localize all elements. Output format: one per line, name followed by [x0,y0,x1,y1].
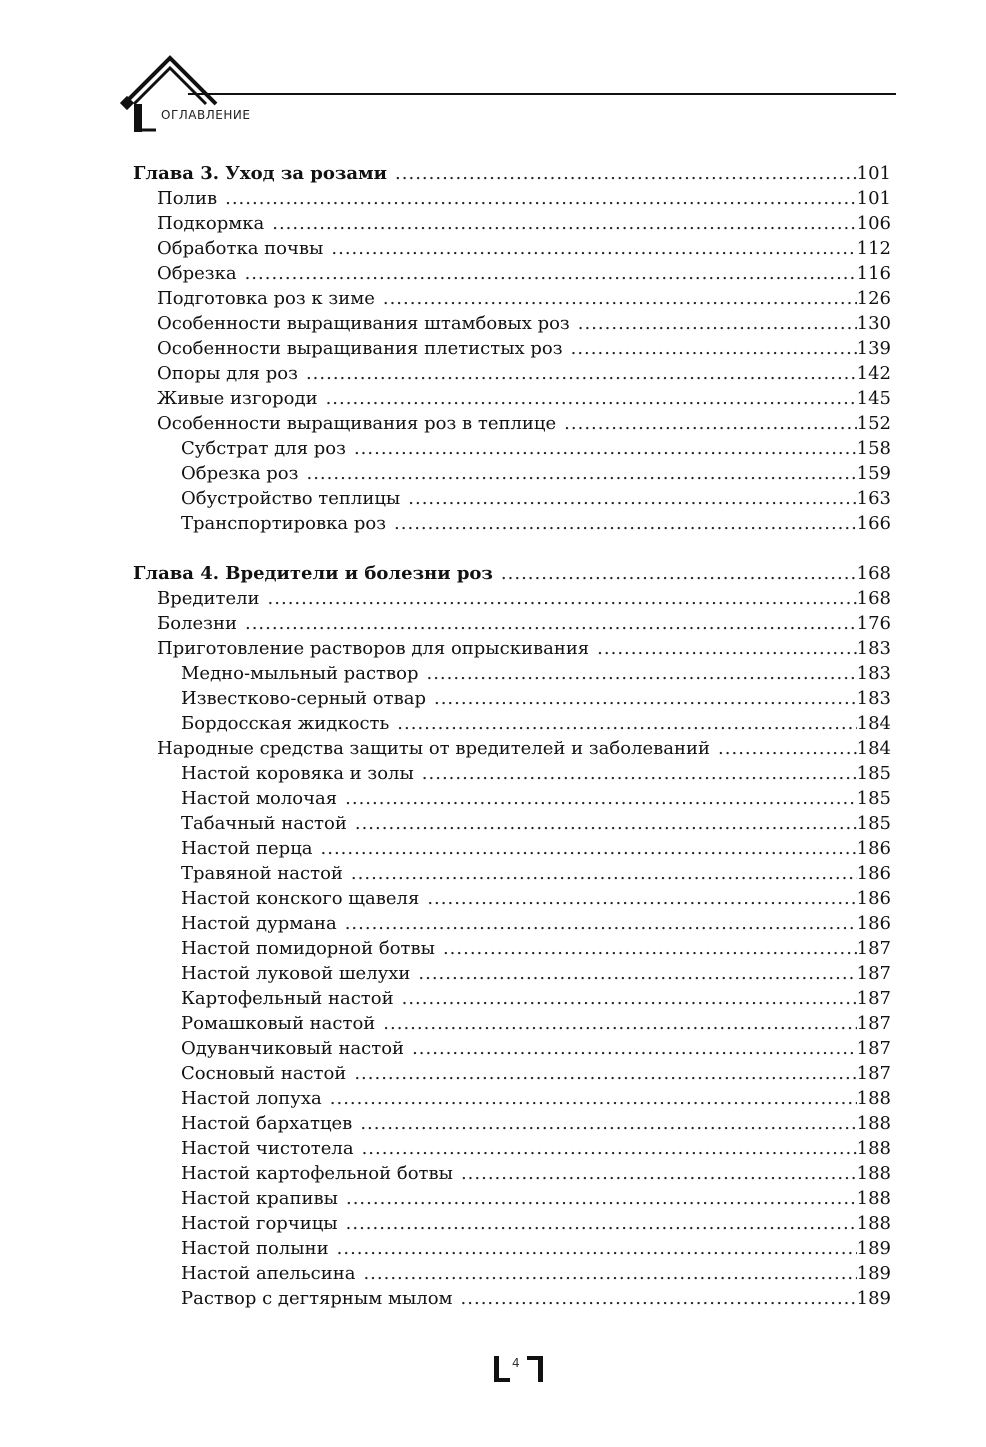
toc-dot-leader [351,861,857,886]
toc-entry-title: Глава 3. Уход за розами [133,163,388,184]
toc-entry[interactable] [0,961,986,986]
toc-entry-page: 188 [856,1163,891,1184]
toc-entry-title: Опоры для роз [157,363,298,384]
toc-entry[interactable] [0,436,986,461]
toc-entry[interactable] [0,661,986,686]
toc-dot-leader [306,361,857,386]
toc-dot-leader [571,336,857,361]
toc-entry[interactable] [0,886,986,911]
toc-entry[interactable] [0,636,986,661]
toc-entry-page: 158 [856,438,891,459]
toc-dot-leader [402,986,857,1011]
toc-entry[interactable] [0,1086,986,1111]
toc-dot-leader [395,161,857,186]
toc-dot-leader [461,1286,857,1311]
toc-section [0,561,986,1311]
toc-entry[interactable] [0,761,986,786]
toc-dot-leader [383,1011,856,1036]
toc-entry[interactable] [0,411,986,436]
toc-entry-page: 183 [856,638,891,659]
toc-entry-title: Известково-серный отвар [181,688,426,709]
toc-entry-title: Транспортировка роз [181,513,387,534]
toc-entry-title: Настой лопуха [181,1088,322,1109]
toc-entry-page: 185 [856,763,891,784]
toc-entry[interactable] [0,936,986,961]
toc-entry-title: Настой крапивы [181,1188,338,1209]
toc-entry-page: 142 [856,363,891,384]
toc-dot-leader [426,661,856,686]
toc-entry[interactable] [0,786,986,811]
toc-entry[interactable] [0,1111,986,1136]
toc-dot-leader [363,1261,856,1286]
toc-entry[interactable] [0,1261,986,1286]
toc-dot-leader [597,636,856,661]
toc-entry[interactable] [0,586,986,611]
toc-dot-leader [330,1086,857,1111]
toc-entry-title: Настой полыни [181,1238,329,1259]
toc-entry-page: 188 [856,1213,891,1234]
toc-entry[interactable] [0,611,986,636]
toc-entry[interactable] [0,486,986,511]
toc-dot-leader [412,1036,857,1061]
toc-entry[interactable] [0,261,986,286]
toc-dot-leader [346,1211,857,1236]
toc-entry[interactable] [0,511,986,536]
toc-dot-leader [564,411,856,436]
toc-dot-leader [355,811,857,836]
toc-entry[interactable] [0,186,986,211]
toc-dot-leader [394,511,857,536]
toc-entry[interactable] [0,711,986,736]
toc-entry-title: Настой апельсина [181,1263,356,1284]
toc-entry-page: 187 [856,963,891,984]
toc-dot-leader [225,186,857,211]
toc-entry-page: 112 [856,238,891,259]
page-number: 4 [512,1356,520,1370]
toc-entry-title: Настой молочая [181,788,338,809]
toc-entry-page: 176 [856,613,891,634]
toc-entry[interactable] [0,1186,986,1211]
header-label: ОГЛАВЛЕНИЕ [161,108,251,122]
toc-dot-leader [345,786,857,811]
toc-entry-title: Настой дурмана [181,913,337,934]
toc-entry[interactable] [0,1161,986,1186]
toc-entry-title: Бордосская жидкость [181,713,390,734]
toc-entry-title: Сосновый настой [181,1063,347,1084]
toc-entry-page: 184 [856,738,891,759]
toc-dot-leader [354,436,857,461]
toc-entry[interactable] [0,811,986,836]
toc-entry-title: Раствор с дегтярным мылом [181,1288,453,1309]
toc-entry-page: 159 [856,463,891,484]
page-header [0,0,986,140]
toc-entry-page: 186 [856,863,891,884]
toc-entry-title: Настой луковой шелухи [181,963,411,984]
table-of-contents [0,161,986,1336]
toc-entry-title: Настой помидорной ботвы [181,938,435,959]
toc-entry[interactable] [0,986,986,1011]
toc-entry[interactable] [0,336,986,361]
toc-entry-title: Медно-мыльный раствор [181,663,419,684]
toc-entry-page: 184 [856,713,891,734]
toc-dot-leader [434,686,857,711]
toc-entry-title: Обработка почвы [157,238,324,259]
toc-dot-leader [501,561,857,586]
toc-entry-title: Приготовление растворов для опрыскивания [157,638,590,659]
toc-entry-title: Травяной настой [181,863,343,884]
toc-dot-leader [245,261,857,286]
toc-dot-leader [354,1061,856,1086]
toc-entry-page: 189 [856,1288,891,1309]
toc-entry[interactable] [0,1211,986,1236]
toc-entry-page: 188 [856,1088,891,1109]
toc-entry-page: 126 [856,288,891,309]
toc-entry-title: Особенности выращивания штамбовых роз [157,313,570,334]
toc-entry-title: Особенности выращивания роз в теплице [157,413,557,434]
toc-entry-title: Ромашковый настой [181,1013,376,1034]
toc-entry-page: 188 [856,1188,891,1209]
toc-chapter-entry[interactable] [0,561,986,586]
toc-entry[interactable] [0,911,986,936]
toc-entry[interactable] [0,736,986,761]
toc-dot-leader [245,611,857,636]
toc-entry[interactable] [0,311,986,336]
toc-entry[interactable] [0,686,986,711]
toc-entry[interactable] [0,1061,986,1086]
toc-entry-page: 106 [856,213,891,234]
toc-entry-page: 168 [856,588,891,609]
toc-entry[interactable] [0,211,986,236]
toc-entry-page: 187 [856,1063,891,1084]
toc-entry-title: Настой коровяка и золы [181,763,414,784]
toc-entry-title: Табачный настой [181,813,347,834]
toc-entry-title: Народные средства защиты от вредителей и заболеваний [157,738,711,759]
house-logo-icon [0,0,986,140]
toc-entry-title: Обустройство теплицы [181,488,401,509]
toc-entry-page: 101 [856,188,891,209]
toc-entry-title: Обрезка роз [181,463,299,484]
toc-entry-title: Картофельный настой [181,988,394,1009]
toc-entry-page: 116 [856,263,891,284]
toc-dot-leader [345,911,857,936]
toc-entry-page: 189 [856,1263,891,1284]
toc-entry-page: 187 [856,1038,891,1059]
toc-entry[interactable] [0,1011,986,1036]
toc-dot-leader [272,211,856,236]
toc-dot-leader [418,961,856,986]
toc-chapter-entry[interactable] [0,161,986,186]
toc-entry[interactable] [0,1286,986,1311]
toc-entry-title: Подготовка роз к зиме [157,288,375,309]
toc-entry-title: Болезни [157,613,237,634]
toc-entry-page: 183 [856,688,891,709]
toc-entry-page: 186 [856,838,891,859]
toc-entry-page: 188 [856,1138,891,1159]
toc-dot-leader [718,736,857,761]
toc-entry-title: Особенности выращивания плетистых роз [157,338,563,359]
toc-entry-title: Настой горчицы [181,1213,338,1234]
toc-entry-title: Настой бархатцев [181,1113,353,1134]
toc-dot-leader [461,1161,857,1186]
toc-entry-title: Полив [157,188,218,209]
toc-entry-page: 183 [856,663,891,684]
toc-dot-leader [268,586,857,611]
toc-entry-title: Вредители [157,588,260,609]
toc-dot-leader [337,1236,857,1261]
toc-entry-page: 185 [856,788,891,809]
toc-entry-page: 101 [856,163,891,184]
toc-entry-page: 152 [856,413,891,434]
toc-dot-leader [422,761,857,786]
toc-entry-title: Настой конского щавеля [181,888,420,909]
page-number-brackets-icon [0,1350,986,1390]
toc-dot-leader [408,486,856,511]
toc-entry-title: Обрезка [157,263,237,284]
toc-entry-page: 186 [856,913,891,934]
toc-dot-leader [321,836,857,861]
toc-dot-leader [383,286,857,311]
toc-dot-leader [578,311,857,336]
toc-entry-page: 186 [856,888,891,909]
toc-entry[interactable] [0,1236,986,1261]
toc-entry-page: 187 [856,938,891,959]
page-footer [0,1350,986,1390]
toc-entry[interactable] [0,286,986,311]
toc-entry-title: Настой чистотела [181,1138,354,1159]
toc-entry-page: 189 [856,1238,891,1259]
toc-entry[interactable] [0,236,986,261]
toc-entry-page: 185 [856,813,891,834]
toc-entry-page: 166 [856,513,891,534]
toc-dot-leader [427,886,856,911]
toc-entry-title: Живые изгороди [157,388,318,409]
toc-entry-page: 139 [856,338,891,359]
toc-entry-title: Настой перца [181,838,313,859]
toc-entry[interactable] [0,836,986,861]
toc-entry-page: 187 [856,1013,891,1034]
toc-entry[interactable] [0,1136,986,1161]
toc-dot-leader [346,1186,857,1211]
toc-entry-title: Субстрат для роз [181,438,346,459]
toc-entry-title: Глава 4. Вредители и болезни роз [133,563,493,584]
toc-entry[interactable] [0,361,986,386]
toc-entry-page: 168 [856,563,891,584]
toc-dot-leader [362,1136,857,1161]
toc-entry[interactable] [0,861,986,886]
toc-dot-leader [306,461,856,486]
toc-dot-leader [443,936,857,961]
toc-entry-page: 130 [856,313,891,334]
toc-dot-leader [360,1111,856,1136]
toc-dot-leader [331,236,856,261]
toc-entry-page: 188 [856,1113,891,1134]
toc-dot-leader [397,711,856,736]
toc-dot-leader [326,386,857,411]
toc-entry-page: 163 [856,488,891,509]
toc-entry-title: Настой картофельной ботвы [181,1163,453,1184]
toc-entry[interactable] [0,1036,986,1061]
toc-entry-title: Подкормка [157,213,265,234]
toc-entry[interactable] [0,461,986,486]
toc-entry-page: 145 [856,388,891,409]
toc-section [0,161,986,536]
toc-entry[interactable] [0,386,986,411]
toc-entry-page: 187 [856,988,891,1009]
toc-entry-title: Одуванчиковый настой [181,1038,405,1059]
